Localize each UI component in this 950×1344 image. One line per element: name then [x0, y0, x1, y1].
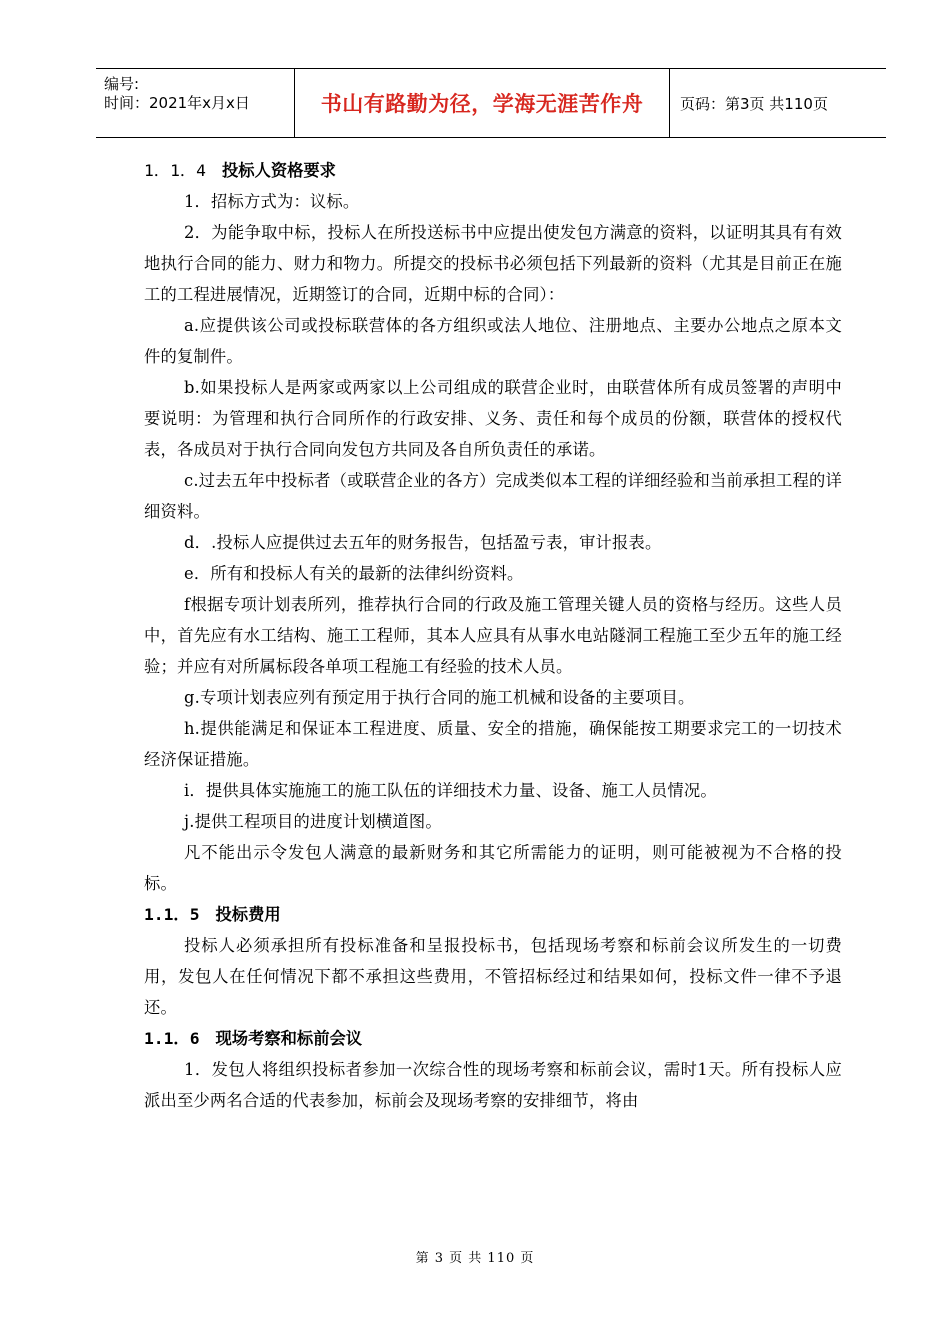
- section-number: 1.1．5: [144, 905, 200, 924]
- paragraph: a.应提供该公司或投标联营体的各方组织或法人地位、注册地点、主要办公地点之原本文件的复制件。: [144, 316, 842, 366]
- section-number: 1．1．4: [144, 161, 206, 180]
- section-heading-114: [144, 155, 842, 186]
- paragraph: e．所有和投标人有关的最新的法律纠纷资料。: [184, 564, 524, 583]
- header-motto: 书山有路勤为径，学海无涯苦作舟: [295, 69, 670, 137]
- header-page-info: 页码：第3页 共110页: [680, 94, 828, 113]
- section-title: 现场考察和标前会议: [215, 1029, 363, 1048]
- section-heading-116: [144, 1023, 842, 1054]
- paragraph: d．.投标人应提供过去五年的财务报告，包括盈亏表，审计报表。: [184, 533, 662, 552]
- paragraph: c.过去五年中投标者（或联营企业的各方）完成类似本工程的详细经验和当前承担工程的详细资料。: [144, 471, 842, 521]
- page-footer: 第 3 页 共 110 页: [415, 1251, 535, 1266]
- paragraph: i．提供具体实施施工的施工队伍的详细技术力量、设备、施工人员情况。: [184, 781, 717, 800]
- section-title: 投标人资格要求: [221, 161, 336, 180]
- date-label: 时间：2021年x月x日: [104, 94, 250, 112]
- paragraph: 1．发包人将组织投标者参加一次综合性的现场考察和标前会议，需时1天。所有投标人应派出至少两名合适的代表参加，标前会及现场考察的安排细节，将由: [144, 1060, 842, 1110]
- paragraph: 投标人必须承担所有投标准备和呈报投标书，包括现场考察和标前会议所发生的一切费用，发包人在任何情况下都不承担这些费用，不管招标经过和结果如何，投标文件一律不予退还。: [144, 936, 842, 1017]
- paragraph: b.如果投标人是两家或两家以上公司组成的联营企业时，由联营体所有成员签署的声明中要说明：为管理和执行合同所作的行政安排、义务、责任和每个成员的份额，联营体的授权代表，各成员对于执行合同向发包方共同及各自所负责任的承诺。: [144, 378, 842, 459]
- paragraph: 1．招标方式为：议标。: [184, 192, 360, 211]
- paragraph: f根据专项计划表所列，推荐执行合同的行政及施工管理关键人员的资格与经历。这些人员中，首先应有水工结构、施工工程师，其本人应具有从事水电站隧洞工程施工至少五年的施工经验；并应有对所属标段各单项工程施工有经验的技术人员。: [144, 595, 842, 676]
- paragraph: 2．为能争取中标，投标人在所投送标书中应提出使发包方满意的资料，以证明其具有有效地执行合同的能力、财力和物力。所提交的投标书必须包括下列最新的资料（尤其是目前正在施工的工程进展情况，近期签订的合同，近期中标的合同）：: [144, 223, 842, 304]
- paragraph: h.提供能满足和保证本工程进度、质量、安全的措施，确保能按工期要求完工的一切技术经济保证措施。: [144, 719, 842, 769]
- section-number: 1.1．6: [144, 1029, 200, 1048]
- paragraph: g.专项计划表应列有预定用于执行合同的施工机械和设备的主要项目。: [184, 688, 695, 707]
- paragraph: j.提供工程项目的进度计划横道图。: [184, 812, 442, 831]
- code-label: 编号:: [104, 75, 140, 93]
- header-meta: [96, 69, 295, 137]
- document-body: [144, 155, 842, 1116]
- section-title: 投标费用: [215, 905, 281, 924]
- paragraph: 凡不能出示令发包人满意的最新财务和其它所需能力的证明，则可能被视为不合格的投标。: [144, 843, 842, 893]
- section-heading-115: [144, 899, 842, 930]
- page-header: [96, 68, 886, 138]
